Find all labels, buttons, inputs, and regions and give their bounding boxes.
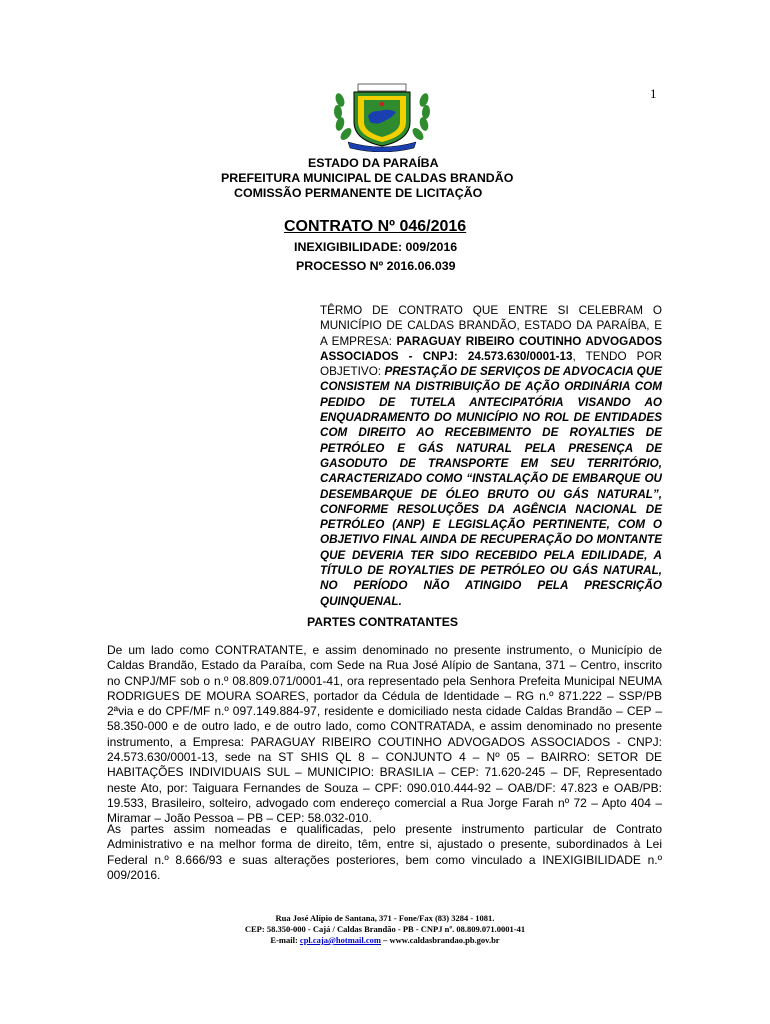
page-number: 1 [650,86,657,101]
coat-of-arms-emblem [330,82,434,152]
prefecture-name: PREFEITURA MUNICIPAL DE CALDAS BRANDÃO [221,171,514,185]
summary-company: PARAGUAY RIBEIRO COUTINHO ADVOGADOS ASSOCIADOS - CNPJ: 24.573.630/0001-13 [320,334,662,363]
inexigibilidade-number: INEXIGIBILIDADE: 009/2016 [294,240,458,254]
process-number: PROCESSO Nº 2016.06.039 [296,259,456,273]
parties-paragraph: De um lado como CONTRATANTE, e assim denominado no presente instrumento, o Município de Caldas Brandão, Estado da Paraíba, com Sede na Rua José Alípio de Santana, 371 – Centro, inscrito no CNPJ/MF sob o n.º 08.809.071/0001-41, ora representado pela Senhora Prefeita Municipal NEUMA RODRIGUES DE MOURA SOARES, portador da Cédula de Identidade – RG n.º 871.222 – SSP/PB 2ªvia e do CPF/MF n.º 097.149.884-97, residente e domiciliado nesta cidade Caldas Brandão – CEP – 58.350-000 e de outro lado, e de outro lado, como CONTRATADA, e assim denominado no presente instrumento, a Empresa: PARAGUAY RIBEIRO COUTINHO ADVOGADOS ASSOCIADOS - CNPJ: 24.573.630/0001-13, sede na ST SHIS QL 8 – CONJUNTO 4 – Nº 05 – BAIRRO: SETOR DE HABITAÇÕES INDIVIDUAIS SUL – MUNICIPIO: BRASILIA – CEP: 71.620-245 – DF, Representado neste Ato, por: Taiguara Fernandes de Souza – CPF: 090.010.444-92 – OAB/DF: 47.823 e OAB/PB: 19.533, Brasileiro, solteiro, advogado com endereço comercial a Rua Jorge Farah nº 72 – Apto 404 – Miramar – João Pessoa – PB – CEP: 58.032-010. [107,643,662,826]
summary-intro: TÊRMO DE CONTRATO QUE ENTRE SI CELEBRAM O MUNICÍPIO DE CALDAS BRANDÃO, ESTADO DA PARAÍBA, E A EMPRESA: [320,304,662,348]
email-link[interactable]: cpl.caja@hotmail.com [299,935,382,945]
agreement-paragraph: As partes assim nomeadas e qualificadas, pelo presente instrumento particular de Contrato Administrativo e na melhor forma de direito, têm, entre si, ajustado o presente, subordinados à Lei Federal n.º 8.666/93 e suas alterações posteriores, bem como vinculado a INEXIGIBILIDADE n.º 009/2016. [107,822,662,882]
contract-title: CONTRATO Nº 046/2016 [284,218,467,235]
footer-website: – www.caldasbrandao.pb.gov.br [381,935,500,945]
section-title: PARTES CONTRATANTES [307,615,458,629]
footer-address: Rua José Alípio de Santana, 371 - Fone/Fax (83) 3284 - 1081. [275,913,495,923]
footer-contact [0,935,770,946]
summary-objective: PRESTAÇÃO DE SERVIÇOS DE ADVOCACIA QUE CONSISTEM NA DISTRIBUIÇÃO DE AÇÃO ORDINÁRIA COM PEDIDO DE TUTELA ANTECIPATÓRIA VISANDO AO ENQUADRAMENTO DO MUNICÍPIO NO ROL DE ENTIDADES COM DIREITO AO RECEBIMENTO DE ROYALTIES DE PETRÓLEO E GÁS NATURAL PELA PRESENÇA DE GASODUTO DE TRANSPORTE EM SEU TERRITÓRIO, CARACTERIZADO COMO “INSTALAÇÃO DE EMBARQUE OU DESEMBARQUE DE ÓLEO BRUTO OU GÁS NATURAL”, CONFORME RESOLUÇÕES DA AGÊNCIA NACIONAL DE PETRÓLEO (ANP) E LEGISLAÇÃO PERTINENTE, COM O OBJETIVO FINAL AINDA DE RECUPERAÇÃO DO MONTANTE QUE DEVERIA TER SIDO RECEBIDO PELA EDILIDADE, A TÍTULO DE ROYALTIES DE PETRÓLEO OU GÁS NATURAL, NO PERÍODO NÃO ATINGIDO PELA PRESCRIÇÃO QUINQUENAL. [320,365,662,608]
summary-middle: , TENDO POR OBJETIVO: [320,349,662,379]
footer-email-prefix: E-mail: [270,935,300,945]
footer-cep-cnpj: CEP: 58.350-000 - Cajá / Caldas Brandão - PB - CNPJ nº. 08.809.071.0001-41 [244,924,526,934]
left-laurel-icon [333,92,353,142]
contract-summary [320,303,662,609]
right-laurel-icon [410,92,430,142]
state-name: ESTADO DA PARAÍBA [308,156,439,170]
document-footer [0,913,770,946]
commission-name: COMISSÃO PERMANENTE DE LICITAÇÃO [234,186,483,200]
